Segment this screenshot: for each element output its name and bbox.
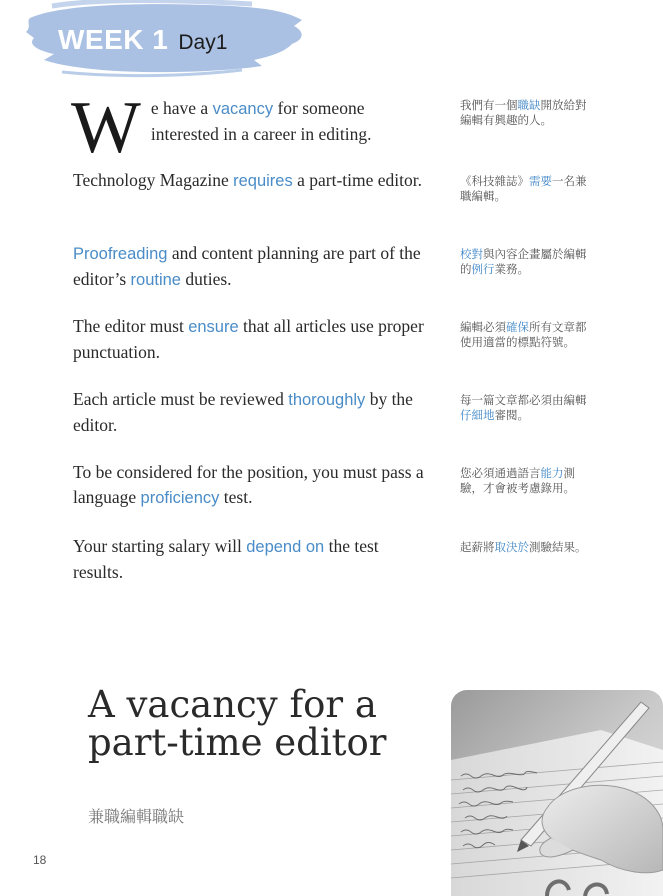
vocabulary-translation: 能力	[540, 466, 564, 480]
article-subtitle: 兼職編輯職缺	[88, 807, 185, 826]
article-title-line-1: A vacancy for a	[88, 683, 377, 726]
sentence-text: The editor must	[73, 316, 189, 336]
sentence-text: test.	[219, 486, 253, 507]
translation-text: 所有文章都使用適當的標點符號。	[460, 320, 587, 349]
english-sentence	[73, 387, 433, 437]
sentence-text: Your starting salary will	[73, 536, 247, 556]
translation-text: 測驗結果。	[529, 540, 587, 554]
chinese-translation	[460, 98, 595, 128]
article-title	[88, 683, 428, 764]
chinese-translation	[460, 393, 595, 423]
vocabulary-word: depend on	[246, 538, 325, 556]
vocabulary-translation: 職缺	[517, 98, 541, 112]
vocabulary-translation: 取決於	[494, 540, 529, 554]
sentence-text: the test results.	[73, 536, 379, 582]
vocabulary-word: proficiency	[140, 488, 220, 507]
translation-text: 每一篇文章都必須由編輯	[460, 393, 587, 407]
translation-text: 編輯必須	[460, 320, 506, 334]
vocabulary-word: vacancy	[212, 100, 274, 118]
vocabulary-translation: 確保	[506, 320, 529, 334]
sentence-text: Each article must be reviewed	[73, 389, 289, 409]
vocabulary-word: requires	[233, 172, 293, 190]
vocabulary-word: ensure	[188, 318, 239, 336]
lesson-header	[58, 24, 227, 60]
sentence-text: and content planning are part of the editor’s	[73, 243, 421, 289]
english-sentence	[73, 314, 433, 364]
english-sentence	[73, 534, 433, 584]
sentence-text: for someone interested in a career in editing.	[150, 98, 372, 144]
translation-text: 《科技雜誌》	[460, 174, 529, 188]
translation-text: 審閱。	[494, 408, 529, 422]
english-sentence	[73, 460, 433, 510]
article-title-line-2: part-time editor	[88, 721, 387, 764]
writing-hand-photo	[451, 690, 663, 896]
chinese-translation	[460, 174, 595, 204]
english-sentence	[73, 241, 433, 292]
translation-text: 起薪將	[460, 540, 495, 554]
sentence-text: e have a	[150, 98, 213, 118]
sentence-text: To be considered for the position, you must pass a language	[73, 462, 424, 507]
translation-text: 與內容企畫屬於編輯的	[460, 247, 587, 276]
sentence-text: by the editor.	[73, 389, 413, 435]
vocabulary-translation: 需要	[529, 174, 552, 188]
sentence-text: duties.	[180, 268, 232, 289]
translation-text: 您必須通過語言	[460, 466, 541, 480]
chinese-translation	[460, 247, 595, 277]
chinese-translation	[460, 540, 595, 555]
english-sentence	[71, 87, 373, 169]
english-sentence	[73, 168, 433, 194]
page-number: 18	[33, 853, 47, 867]
vocabulary-translation: 校對	[460, 247, 483, 261]
translation-text: 業務。	[494, 262, 529, 276]
chinese-translation	[460, 320, 595, 350]
vocabulary-word: Proofreading	[73, 245, 168, 263]
drop-cap-letter: W	[71, 87, 141, 169]
sentence-text: that all articles use proper punctuation.	[73, 316, 424, 362]
translation-text: 一名兼職編輯。	[460, 174, 587, 203]
chinese-translation	[460, 466, 595, 496]
translation-text: 開放給對編輯有興趣的人。	[460, 98, 587, 127]
translation-text: 測驗，才會被考慮錄用。	[460, 466, 575, 495]
vocabulary-word: thoroughly	[288, 391, 366, 409]
vocabulary-translation: 例行	[471, 262, 495, 276]
translation-text: 我們有一個	[460, 98, 518, 112]
vocabulary-word: routine	[130, 270, 181, 289]
week-label: WEEK 1	[58, 24, 169, 55]
vocabulary-translation: 仔細地	[460, 408, 495, 422]
sentence-text: Technology Magazine	[73, 170, 234, 190]
sentence-text: a part-time editor.	[292, 170, 422, 190]
day-label: Day1	[178, 31, 228, 54]
writing-hand-illustration	[451, 690, 663, 896]
